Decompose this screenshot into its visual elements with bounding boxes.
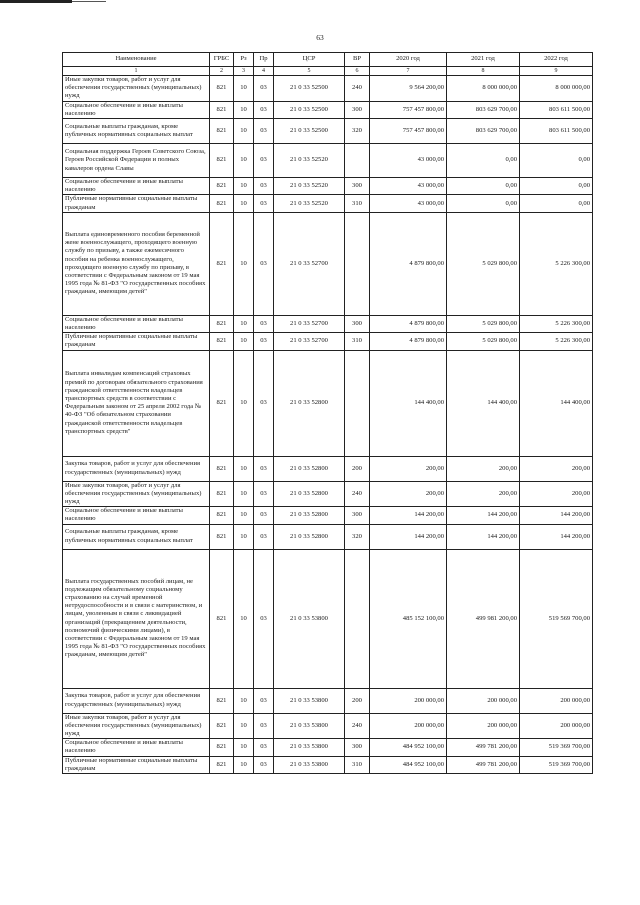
amount-2020-cell: 757 457 800,00 <box>370 119 447 144</box>
row-name-cell: Иные закупки товаров, работ и услуг для обеспечения государственных (муниципальных) нужд <box>63 713 210 739</box>
row-name-cell: Публичные нормативные социальные выплаты гражданам <box>63 756 210 773</box>
amount-2020-cell: 9 564 200,00 <box>370 76 447 102</box>
vr-cell: 200 <box>345 688 370 713</box>
rz-cell: 10 <box>234 688 254 713</box>
rz-cell: 10 <box>234 119 254 144</box>
vr-cell: 240 <box>345 481 370 507</box>
amount-2020-cell: 43 000,00 <box>370 178 447 195</box>
amount-2022-cell: 5 226 300,00 <box>520 212 593 315</box>
header-name: Наименование <box>63 53 210 67</box>
rz-cell: 10 <box>234 333 254 350</box>
amount-2020-cell: 200 000,00 <box>370 688 447 713</box>
table-row <box>63 549 593 688</box>
table-row <box>63 756 593 773</box>
csr-cell: 21 0 33 52800 <box>274 524 345 549</box>
amount-2021-cell: 200 000,00 <box>447 688 520 713</box>
row-name-cell: Социальные выплаты гражданам, кроме публичных нормативных социальных выплат <box>63 524 210 549</box>
column-index-row <box>63 67 593 76</box>
header-2021: 2021 год <box>447 53 520 67</box>
pr-cell: 03 <box>254 195 274 212</box>
table-row <box>63 119 593 144</box>
pr-cell: 03 <box>254 739 274 756</box>
table-row <box>63 350 593 456</box>
csr-cell: 21 0 33 52520 <box>274 178 345 195</box>
rz-cell: 10 <box>234 178 254 195</box>
vr-cell: 310 <box>345 756 370 773</box>
amount-2022-cell: 144 400,00 <box>520 350 593 456</box>
rz-cell: 10 <box>234 144 254 178</box>
amount-2021-cell: 5 029 800,00 <box>447 315 520 332</box>
vr-cell: 240 <box>345 713 370 739</box>
amount-2020-cell: 144 400,00 <box>370 350 447 456</box>
pr-cell: 03 <box>254 212 274 315</box>
row-name-cell: Закупка товаров, работ и услуг для обеспечения государственных (муниципальных) нужд <box>63 688 210 713</box>
amount-2021-cell: 144 200,00 <box>447 507 520 524</box>
rz-cell: 10 <box>234 315 254 332</box>
amount-2021-cell: 0,00 <box>447 144 520 178</box>
vr-cell: 240 <box>345 76 370 102</box>
rz-cell: 10 <box>234 76 254 102</box>
pr-cell: 03 <box>254 456 274 481</box>
amount-2021-cell: 200 000,00 <box>447 713 520 739</box>
row-name-cell: Социальное обеспечение и иные выплаты населению <box>63 101 210 118</box>
table-row <box>63 195 593 212</box>
amount-2020-cell: 200,00 <box>370 456 447 481</box>
amount-2021-cell: 144 400,00 <box>447 350 520 456</box>
table-row <box>63 688 593 713</box>
table-row <box>63 481 593 507</box>
table-row <box>63 315 593 332</box>
pr-cell: 03 <box>254 713 274 739</box>
amount-2022-cell: 0,00 <box>520 144 593 178</box>
budget-table <box>62 52 593 774</box>
csr-cell: 21 0 33 52700 <box>274 212 345 315</box>
pr-cell: 03 <box>254 524 274 549</box>
grbs-cell: 821 <box>210 178 234 195</box>
amount-2020-cell: 484 952 100,00 <box>370 739 447 756</box>
amount-2022-cell: 144 200,00 <box>520 507 593 524</box>
page-number: 63 <box>316 33 324 42</box>
pr-cell: 03 <box>254 76 274 102</box>
csr-cell: 21 0 33 52800 <box>274 481 345 507</box>
vr-cell: 310 <box>345 195 370 212</box>
csr-cell: 21 0 33 52700 <box>274 333 345 350</box>
amount-2022-cell: 200 000,00 <box>520 713 593 739</box>
index-cell: 9 <box>520 67 593 76</box>
pr-cell: 03 <box>254 101 274 118</box>
rz-cell: 10 <box>234 739 254 756</box>
csr-cell: 21 0 33 53800 <box>274 713 345 739</box>
grbs-cell: 821 <box>210 315 234 332</box>
pr-cell: 03 <box>254 144 274 178</box>
amount-2021-cell: 5 029 800,00 <box>447 333 520 350</box>
amount-2022-cell: 519 569 700,00 <box>520 549 593 688</box>
header-csr: ЦСР <box>274 53 345 67</box>
table-row <box>63 456 593 481</box>
grbs-cell: 821 <box>210 333 234 350</box>
index-cell: 5 <box>274 67 345 76</box>
amount-2022-cell: 5 226 300,00 <box>520 333 593 350</box>
header-rz: Рз <box>234 53 254 67</box>
header-grbs: ГРБС <box>210 53 234 67</box>
row-name-cell: Социальные выплаты гражданам, кроме публичных нормативных социальных выплат <box>63 119 210 144</box>
amount-2022-cell: 519 369 700,00 <box>520 756 593 773</box>
amount-2020-cell: 4 879 800,00 <box>370 333 447 350</box>
vr-cell: 320 <box>345 524 370 549</box>
header-vr: ВР <box>345 53 370 67</box>
pr-cell: 03 <box>254 481 274 507</box>
rz-cell: 10 <box>234 713 254 739</box>
table-row <box>63 212 593 315</box>
grbs-cell: 821 <box>210 350 234 456</box>
vr-cell: 300 <box>345 739 370 756</box>
grbs-cell: 821 <box>210 195 234 212</box>
csr-cell: 21 0 33 53800 <box>274 688 345 713</box>
amount-2021-cell: 803 629 700,00 <box>447 119 520 144</box>
rz-cell: 10 <box>234 549 254 688</box>
rz-cell: 10 <box>234 524 254 549</box>
rz-cell: 10 <box>234 101 254 118</box>
pr-cell: 03 <box>254 315 274 332</box>
grbs-cell: 821 <box>210 101 234 118</box>
table-row <box>63 76 593 102</box>
index-cell: 8 <box>447 67 520 76</box>
amount-2020-cell: 144 200,00 <box>370 507 447 524</box>
csr-cell: 21 0 33 52500 <box>274 76 345 102</box>
csr-cell: 21 0 33 53800 <box>274 549 345 688</box>
amount-2020-cell: 757 457 800,00 <box>370 101 447 118</box>
pr-cell: 03 <box>254 549 274 688</box>
amount-2020-cell: 4 879 800,00 <box>370 212 447 315</box>
index-cell: 1 <box>63 67 210 76</box>
vr-cell <box>345 144 370 178</box>
amount-2021-cell: 499 981 200,00 <box>447 549 520 688</box>
table-header-row <box>63 53 593 67</box>
grbs-cell: 821 <box>210 507 234 524</box>
vr-cell: 320 <box>345 119 370 144</box>
amount-2021-cell: 803 629 700,00 <box>447 101 520 118</box>
grbs-cell: 821 <box>210 76 234 102</box>
vr-cell: 300 <box>345 101 370 118</box>
pr-cell: 03 <box>254 119 274 144</box>
csr-cell: 21 0 33 53800 <box>274 756 345 773</box>
amount-2021-cell: 200,00 <box>447 456 520 481</box>
index-cell: 6 <box>345 67 370 76</box>
amount-2022-cell: 0,00 <box>520 195 593 212</box>
amount-2022-cell: 8 000 000,00 <box>520 76 593 102</box>
vr-cell <box>345 549 370 688</box>
amount-2022-cell: 0,00 <box>520 178 593 195</box>
row-name-cell: Публичные нормативные социальные выплаты гражданам <box>63 195 210 212</box>
grbs-cell: 821 <box>210 144 234 178</box>
grbs-cell: 821 <box>210 688 234 713</box>
amount-2020-cell: 484 952 100,00 <box>370 756 447 773</box>
index-cell: 4 <box>254 67 274 76</box>
table-row <box>63 178 593 195</box>
grbs-cell: 821 <box>210 756 234 773</box>
row-name-cell: Социальная поддержка Героев Советского Союза, Героев Российской Федерации и полных кавалеров ордена Славы <box>63 144 210 178</box>
table-row <box>63 101 593 118</box>
amount-2020-cell: 43 000,00 <box>370 144 447 178</box>
rz-cell: 10 <box>234 456 254 481</box>
table-row <box>63 524 593 549</box>
amount-2022-cell: 5 226 300,00 <box>520 315 593 332</box>
pr-cell: 03 <box>254 333 274 350</box>
amount-2021-cell: 144 200,00 <box>447 524 520 549</box>
amount-2020-cell: 200 000,00 <box>370 713 447 739</box>
index-cell: 7 <box>370 67 447 76</box>
csr-cell: 21 0 33 52500 <box>274 101 345 118</box>
grbs-cell: 821 <box>210 212 234 315</box>
row-name-cell: Иные закупки товаров, работ и услуг для обеспечения государственных (муниципальных) нужд <box>63 76 210 102</box>
row-name-cell: Социальное обеспечение и иные выплаты населению <box>63 739 210 756</box>
pr-cell: 03 <box>254 350 274 456</box>
csr-cell: 21 0 33 52520 <box>274 195 345 212</box>
pr-cell: 03 <box>254 178 274 195</box>
amount-2020-cell: 485 152 100,00 <box>370 549 447 688</box>
rz-cell: 10 <box>234 507 254 524</box>
rz-cell: 10 <box>234 212 254 315</box>
vr-cell <box>345 350 370 456</box>
grbs-cell: 821 <box>210 549 234 688</box>
row-name-cell: Иные закупки товаров, работ и услуг для обеспечения государственных (муниципальных) нужд <box>63 481 210 507</box>
row-name-cell: Социальное обеспечение и иные выплаты населению <box>63 315 210 332</box>
amount-2022-cell: 200,00 <box>520 481 593 507</box>
vr-cell <box>345 212 370 315</box>
amount-2021-cell: 499 781 200,00 <box>447 739 520 756</box>
table-row <box>63 739 593 756</box>
row-name-cell: Социальное обеспечение и иные выплаты населению <box>63 507 210 524</box>
index-cell: 2 <box>210 67 234 76</box>
csr-cell: 21 0 33 53800 <box>274 739 345 756</box>
amount-2021-cell: 0,00 <box>447 195 520 212</box>
amount-2021-cell: 499 781 200,00 <box>447 756 520 773</box>
amount-2020-cell: 144 200,00 <box>370 524 447 549</box>
header-2020: 2020 год <box>370 53 447 67</box>
grbs-cell: 821 <box>210 524 234 549</box>
amount-2021-cell: 0,00 <box>447 178 520 195</box>
row-name-cell: Закупка товаров, работ и услуг для обеспечения государственных (муниципальных) нужд <box>63 456 210 481</box>
index-cell: 3 <box>234 67 254 76</box>
amount-2020-cell: 4 879 800,00 <box>370 315 447 332</box>
table-body <box>63 76 593 774</box>
scan-top-rule-thin <box>72 1 106 2</box>
table-row <box>63 507 593 524</box>
rz-cell: 10 <box>234 481 254 507</box>
rz-cell: 10 <box>234 756 254 773</box>
csr-cell: 21 0 33 52800 <box>274 350 345 456</box>
row-name-cell: Выплата инвалидам компенсаций страховых премий по договорам обязательного страхования гражданской ответственности владельцев транспортных средств в соответствии с Федеральным законом от 25 апреля 2002 года № 40-ФЗ "Об обязательном страховании гражданской ответственности владельцев транспортных средств" <box>63 350 210 456</box>
vr-cell: 310 <box>345 333 370 350</box>
amount-2022-cell: 519 369 700,00 <box>520 739 593 756</box>
pr-cell: 03 <box>254 507 274 524</box>
amount-2022-cell: 803 611 500,00 <box>520 119 593 144</box>
row-name-cell: Выплата государственных пособий лицам, не подлежащим обязательному социальному страхованию на случай временной нетрудоспособности и в связи с материнством, и лицам, уволенным в связи с ликвидацией организаций (прекращением деятельности, полномочий физическими лицами), в соответствии с Федеральным законом от 19 мая 1995 года № 81-ФЗ "О государственных пособиях гражданам, имеющим детей" <box>63 549 210 688</box>
vr-cell: 300 <box>345 507 370 524</box>
pr-cell: 03 <box>254 688 274 713</box>
scan-top-rule <box>0 0 72 3</box>
amount-2022-cell: 144 200,00 <box>520 524 593 549</box>
amount-2021-cell: 8 000 000,00 <box>447 76 520 102</box>
vr-cell: 200 <box>345 456 370 481</box>
csr-cell: 21 0 33 52800 <box>274 507 345 524</box>
rz-cell: 10 <box>234 350 254 456</box>
amount-2021-cell: 200,00 <box>447 481 520 507</box>
table-row <box>63 144 593 178</box>
row-name-cell: Выплата единовременного пособия беременной жене военнослужащего, проходящего военную службу по призыву, а также ежемесячного пособия на ребенка военнослужащего, проходящего военную службу по призыву, в соответствии с Федеральным законом от 19 мая 1995 года № 81-ФЗ "О государственных пособиях гражданам, имеющим детей" <box>63 212 210 315</box>
header-2022: 2022 год <box>520 53 593 67</box>
vr-cell: 300 <box>345 315 370 332</box>
csr-cell: 21 0 33 52700 <box>274 315 345 332</box>
amount-2022-cell: 803 611 500,00 <box>520 101 593 118</box>
amount-2022-cell: 200 000,00 <box>520 688 593 713</box>
grbs-cell: 821 <box>210 739 234 756</box>
csr-cell: 21 0 33 52520 <box>274 144 345 178</box>
table-row <box>63 713 593 739</box>
grbs-cell: 821 <box>210 481 234 507</box>
amount-2022-cell: 200,00 <box>520 456 593 481</box>
pr-cell: 03 <box>254 756 274 773</box>
amount-2020-cell: 43 000,00 <box>370 195 447 212</box>
rz-cell: 10 <box>234 195 254 212</box>
amount-2021-cell: 5 029 800,00 <box>447 212 520 315</box>
table-row <box>63 333 593 350</box>
csr-cell: 21 0 33 52500 <box>274 119 345 144</box>
header-pr: Пр <box>254 53 274 67</box>
grbs-cell: 821 <box>210 713 234 739</box>
amount-2020-cell: 200,00 <box>370 481 447 507</box>
grbs-cell: 821 <box>210 119 234 144</box>
row-name-cell: Публичные нормативные социальные выплаты гражданам <box>63 333 210 350</box>
grbs-cell: 821 <box>210 456 234 481</box>
csr-cell: 21 0 33 52800 <box>274 456 345 481</box>
vr-cell: 300 <box>345 178 370 195</box>
row-name-cell: Социальное обеспечение и иные выплаты населению <box>63 178 210 195</box>
